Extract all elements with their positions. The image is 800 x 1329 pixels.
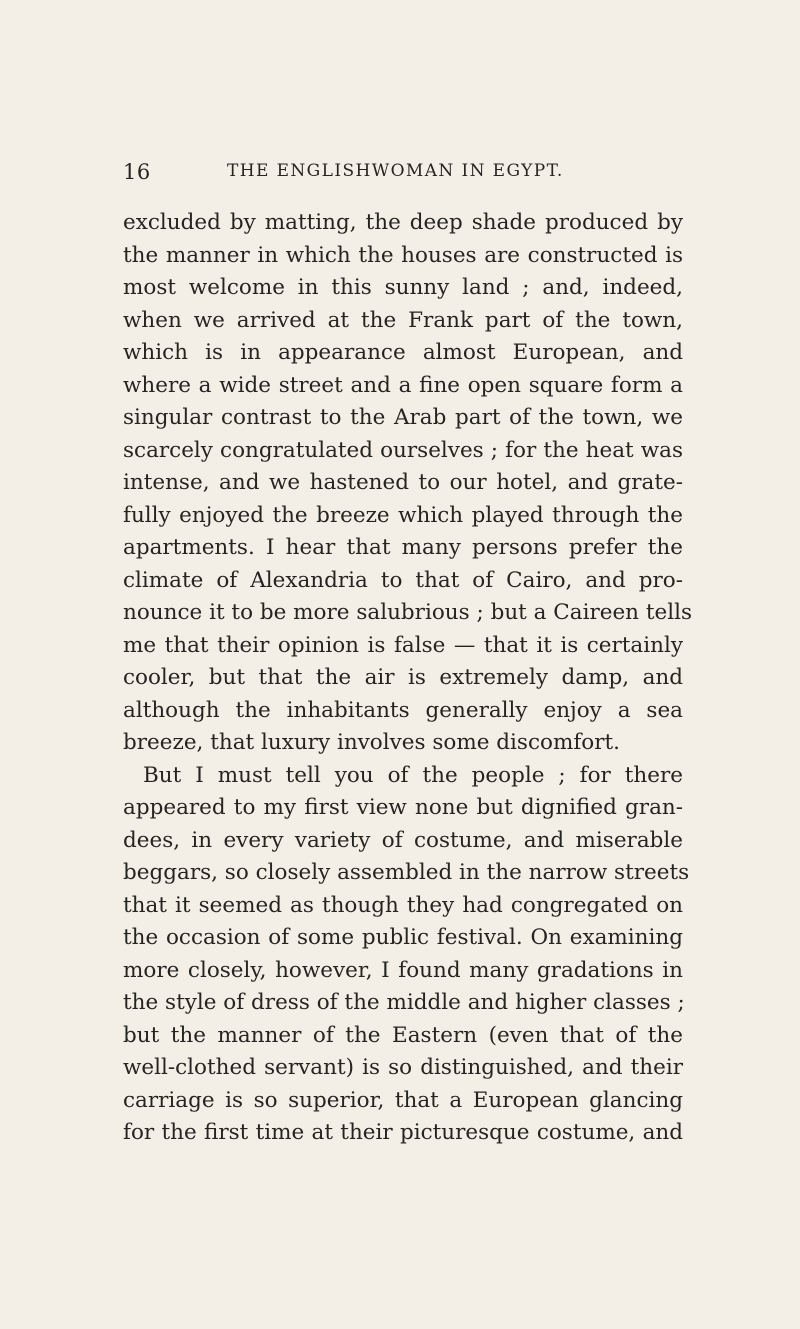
text-line: excluded by matting, the deep shade produced by bbox=[123, 210, 683, 235]
text-line: dees, in every variety of costume, and miserable bbox=[123, 827, 683, 853]
running-head bbox=[123, 160, 683, 190]
text-line: the occasion of some public festival. On examining bbox=[123, 925, 683, 950]
text-line: appeared to my first view none but dignified gran- bbox=[123, 795, 683, 820]
text-line: carriage is so superior, that a European glancing bbox=[123, 1087, 683, 1113]
text-line: nounce it to be more salubrious ; but a Caireen tells bbox=[123, 600, 693, 625]
text-line: the style of dress of the middle and higher classes ; bbox=[123, 990, 685, 1015]
running-title: THE ENGLISHWOMAN IN EGYPT. bbox=[227, 161, 564, 181]
text-line: which is in appearance almost European, and bbox=[123, 340, 683, 365]
text-line: intense, and we hastened to our hotel, and grate- bbox=[123, 470, 683, 495]
text-line: more closely, however, I found many gradations in bbox=[123, 957, 683, 983]
text-line: well-clothed servant) is so distinguished, and their bbox=[123, 1055, 683, 1080]
paragraph-start-line: But I must tell you of the people ; for there bbox=[143, 762, 683, 788]
text-line: for the first time at their picturesque costume, and bbox=[123, 1120, 683, 1145]
text-line: singular contrast to the Arab part of the town, we bbox=[123, 405, 683, 430]
text-line: the manner in which the houses are constructed is bbox=[123, 242, 683, 268]
text-line: although the inhabitants generally enjoy a sea bbox=[123, 697, 683, 723]
text-line: climate of Alexandria to that of Cairo, and pro- bbox=[123, 567, 683, 593]
text-line: when we arrived at the Frank part of the town, bbox=[123, 307, 683, 333]
text-line: beggars, so closely assembled in the narrow streets bbox=[123, 860, 690, 885]
page-number: 16 bbox=[123, 160, 151, 184]
text-line: apartments. I hear that many persons prefer the bbox=[123, 535, 683, 560]
text-line: cooler, but that the air is extremely damp, and bbox=[123, 665, 683, 690]
text-line: where a wide street and a fine open square form a bbox=[123, 372, 683, 398]
text-line: most welcome in this sunny land ; and, indeed, bbox=[123, 275, 683, 300]
text-line: but the manner of the Eastern (even that of the bbox=[123, 1022, 683, 1048]
text-line: fully enjoyed the breeze which played through the bbox=[123, 502, 683, 528]
text-line: me that their opinion is false — that it is certainly bbox=[123, 632, 683, 658]
text-line: breeze, that luxury involves some discomfort. bbox=[123, 730, 620, 755]
text-line: that it seemed as though they had congregated on bbox=[123, 892, 683, 918]
text-line: scarcely congratulated ourselves ; for the heat was bbox=[123, 437, 683, 463]
body-text bbox=[123, 207, 693, 1150]
